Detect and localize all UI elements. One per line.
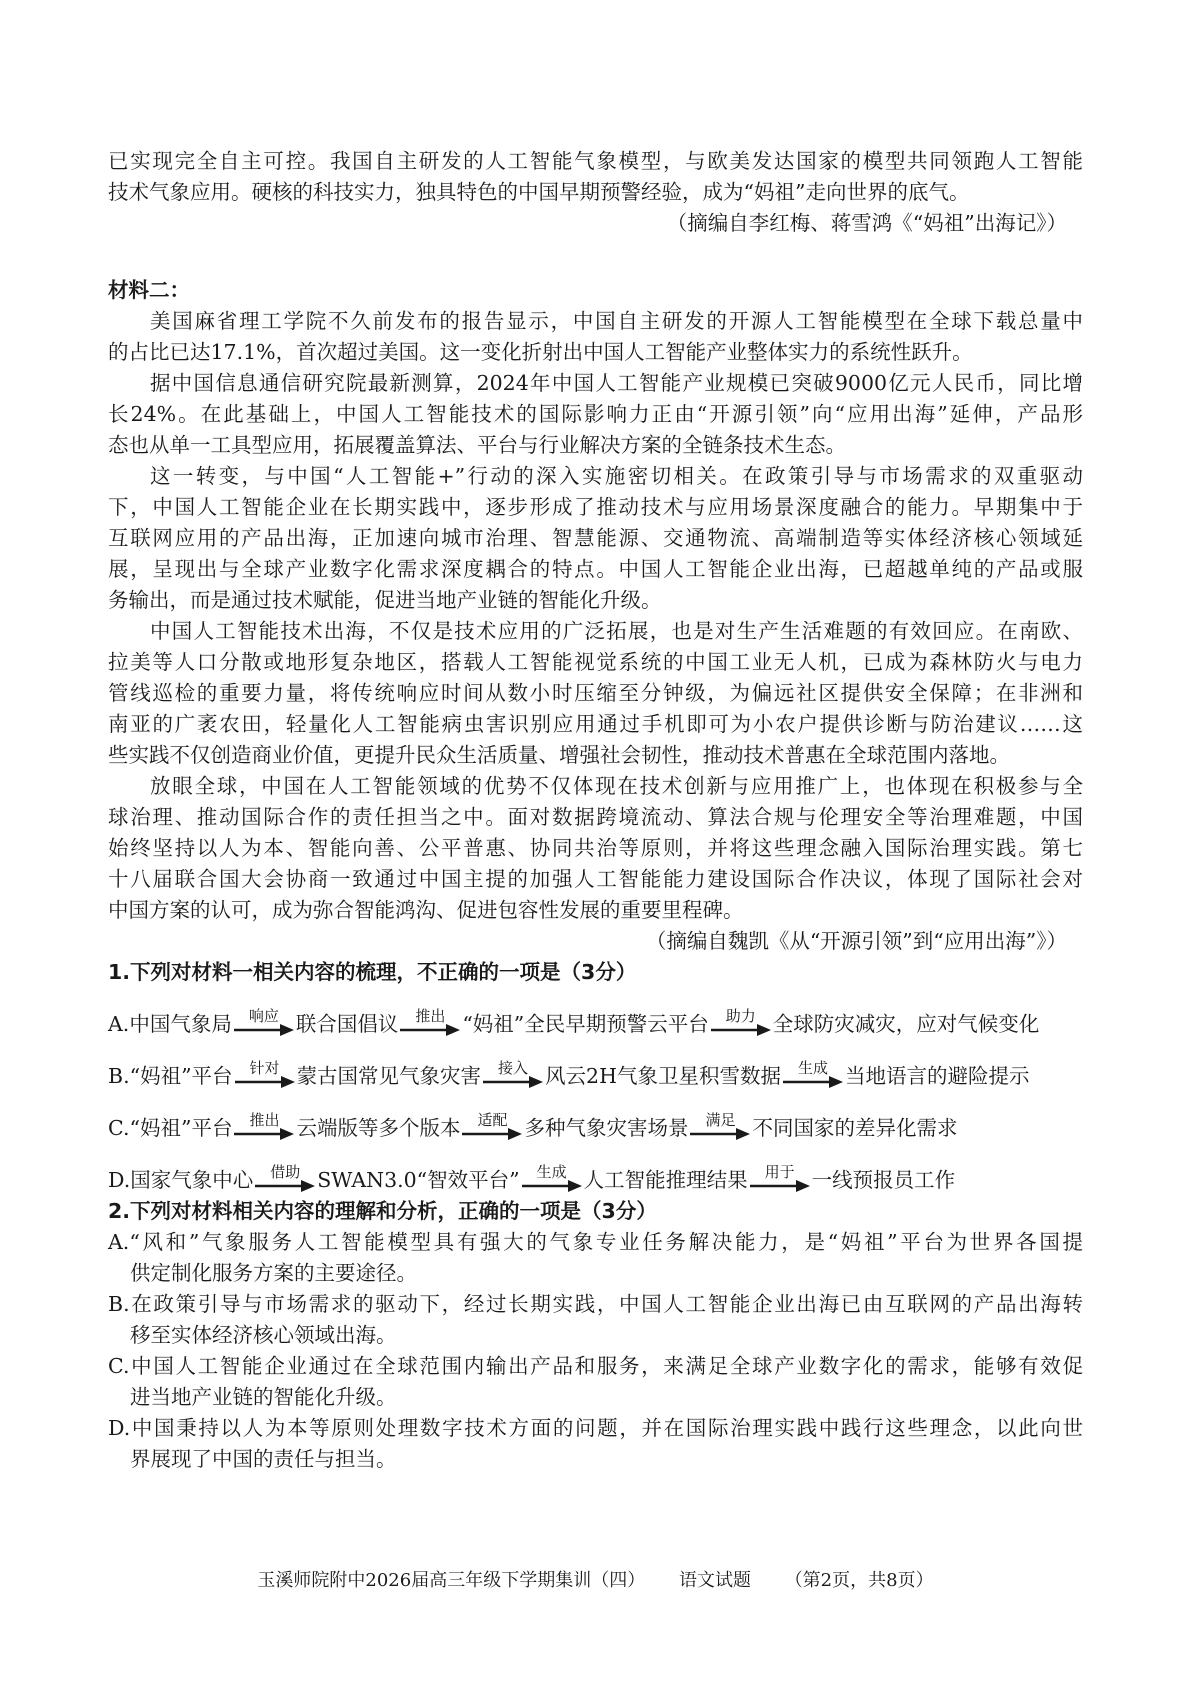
text-line: 管线巡检的重要力量，将传统响应时间从数小时压缩至分钟级，为偏远社区提供安全保障；在非洲和	[108, 681, 1083, 705]
answer-option[interactable]	[108, 1092, 1083, 1144]
arrow-label: 接入	[498, 1059, 529, 1077]
flow-node: 风云2H气象卫星积雪数据	[545, 1064, 781, 1088]
answer-line: 界展现了中国的责任与担当。	[130, 1447, 397, 1471]
flow-node: 云端版等多个版本	[296, 1116, 461, 1140]
arrow-label: 借助	[270, 1163, 301, 1181]
footer-subject: 语文试题	[678, 1570, 751, 1591]
arrow-right-icon	[255, 1180, 315, 1192]
flow-node: 联合国倡议	[295, 1012, 399, 1036]
flow-node: “妈祖”平台	[129, 1116, 233, 1140]
arrow-label: 生成	[536, 1163, 567, 1181]
text-line: 长24%。在此基础上，中国人工智能技术的国际影响力正由“开源引领”向“应用出海”延伸，产品形	[108, 402, 1083, 426]
text-line: 的占比已达17.1%，首次超过美国。这一变化折射出中国人工智能产业整体实力的系统性跃升。	[108, 340, 973, 364]
text-line: 南亚的广袤农田，轻量化人工智能病虫害识别应用通过手机即可为小农户提供诊断与防治建议……这	[108, 712, 1083, 736]
flow-arrow	[400, 1008, 460, 1036]
flow-node: 多种气象灾害场景	[524, 1116, 689, 1140]
flow-arrow	[750, 1164, 810, 1192]
answer-option[interactable]	[108, 1351, 1083, 1413]
flow-arrow	[234, 1112, 294, 1140]
flow-node: “妈祖”平台	[129, 1064, 233, 1088]
flow-node: 一线预报员工作	[811, 1168, 956, 1192]
flow-arrow	[690, 1112, 750, 1140]
text-line: 球治理、推动国际合作的责任担当之中。面对数据跨境流动、算法合规与伦理安全等治理难题，中国	[108, 805, 1083, 829]
flow-node: 人工智能推理结果	[583, 1168, 748, 1192]
material-two	[108, 275, 1083, 957]
answer-line: 进当地产业链的智能化升级。	[130, 1385, 397, 1409]
option-letter: B.	[108, 1064, 130, 1088]
page-footer	[0, 1566, 1191, 1592]
flow-node: 蒙古国常见气象灾害	[296, 1064, 482, 1088]
arrow-label: 生成	[797, 1059, 828, 1077]
footer-page-number: （第2页，共8页）	[784, 1570, 934, 1591]
text-line: 已实现完全自主可控。我国自主研发的人工智能气象模型，与欧美发达国家的模型共同领跑人工智能	[108, 149, 1083, 173]
arrow-right-icon	[400, 1024, 460, 1036]
answer-option[interactable]	[108, 1040, 1083, 1092]
text-line: 展，呈现出与全球产业数字化需求深度耦合的特点。中国人工智能企业出海，已超越单纯的产品或服	[108, 557, 1083, 581]
answer-line: B.在政策引导与市场需求的驱动下，经过长期实践，中国人工智能企业出海已由互联网的产品出海转	[108, 1292, 1083, 1316]
answer-line: A.“风和”气象服务人工智能模型具有强大的气象专业任务解决能力，是“妈祖”平台为世界各国提	[108, 1230, 1083, 1254]
source-citation: （摘编自魏凯《从“开源引领”到“应用出海”》）	[645, 929, 1067, 953]
footer-school: 玉溪师院附中2026届高三年级下学期集训（四）	[257, 1570, 646, 1591]
answer-line: D.中国秉持以人为本等原则处理数字技术方面的问题，并在国际治理实践中践行这些理念，以此向世	[108, 1416, 1083, 1440]
text-line: 中国人工智能技术出海，不仅是技术应用的广泛拓展，也是对生产生活难题的有效回应。在南欧、	[150, 619, 1083, 643]
text-line: 些实践不仅创造商业价值，更提升民众生活质量、增强社会韧性，推动技术普惠在全球范围内落地。	[108, 743, 1010, 767]
arrow-label: 满足	[705, 1111, 736, 1129]
paragraph	[108, 368, 1083, 461]
text-line: 美国麻省理工学院不久前发布的报告显示，中国自主研发的开源人工智能模型在全球下载总量中	[150, 309, 1083, 333]
arrow-label: 响应	[248, 1007, 279, 1025]
question-stem: 1.下列对材料一相关内容的梳理，不正确的一项是（3分）	[108, 960, 637, 984]
question-options	[108, 988, 1083, 1196]
text-line: 态也从单一工具型应用，拓展覆盖算法、平台与行业解决方案的全链条技术生态。	[108, 433, 846, 457]
paragraph	[108, 306, 1083, 368]
arrow-right-icon	[711, 1024, 771, 1036]
text-line: 下，中国人工智能企业在长期实践中，逐步形成了推动技术与应用场景深度融合的能力。早期集中于	[108, 495, 1083, 519]
text-line: 始终坚持以人为本、智能向善、公平普惠、协同共治等原则，并将这些理念融入国际治理实践。第七	[108, 836, 1083, 860]
option-letter: C.	[108, 1116, 130, 1140]
flow-node: 不同国家的差异化需求	[752, 1116, 958, 1140]
arrow-label: 适配	[477, 1111, 508, 1129]
question-2	[108, 1196, 1083, 1475]
arrow-label: 针对	[249, 1059, 280, 1077]
answer-line: C.中国人工智能企业通过在全球范围内输出产品和服务，来满足全球产业数字化的需求，能够有效促	[108, 1354, 1083, 1378]
flow-node: 全球防灾减灾，应对气候变化	[772, 1012, 1040, 1036]
arrow-label: 助力	[725, 1007, 756, 1025]
flow-arrow	[483, 1060, 543, 1088]
text-line: 中国方案的认可，成为弥合智能鸿沟、促进包容性发展的重要里程碑。	[108, 898, 744, 922]
answer-line: 供定制化服务方案的主要途径。	[130, 1261, 417, 1285]
arrow-right-icon	[234, 1128, 294, 1140]
flow-arrow	[235, 1060, 295, 1088]
text-line: 技术气象应用。硬核的科技实力，独具特色的中国早期预警经验，成为“妈祖”走向世界的底气。	[108, 180, 970, 204]
answer-line: 移至实体经济核心领域出海。	[130, 1323, 397, 1347]
answer-option[interactable]	[108, 988, 1083, 1040]
paragraph	[108, 771, 1083, 926]
arrow-right-icon	[690, 1128, 750, 1140]
flow-node: 中国气象局	[129, 1012, 232, 1036]
text-line: 拉美等人口分散或地形复杂地区，搭载人工智能视觉系统的中国工业无人机，已成为森林防火与电力	[108, 650, 1083, 674]
flow-node: “妈祖”全民早期预警云平台	[462, 1012, 709, 1036]
source-citation: （摘编自李红梅、蒋雪鸿《“妈祖”出海记》）	[666, 211, 1067, 235]
arrow-right-icon	[483, 1076, 543, 1088]
option-letter: D.	[108, 1168, 131, 1192]
arrow-right-icon	[783, 1076, 843, 1088]
material-one-tail	[108, 146, 1083, 239]
paragraph	[108, 616, 1083, 771]
question-1	[108, 957, 1083, 1196]
flow-node: 国家气象中心	[130, 1168, 254, 1192]
text-line: 放眼全球，中国在人工智能领域的优势不仅体现在技术创新与应用推广上，也体现在积极参与全	[150, 774, 1083, 798]
answer-option[interactable]	[108, 1227, 1083, 1289]
flow-node: 当地语言的避险提示	[844, 1064, 1030, 1088]
arrow-right-icon	[462, 1128, 522, 1140]
arrow-label: 推出	[249, 1111, 280, 1129]
flow-arrow	[255, 1164, 315, 1192]
arrow-label: 推出	[415, 1007, 446, 1025]
text-line: 务输出，而是通过技术赋能，促进当地产业链的智能化升级。	[108, 588, 662, 612]
option-letter: A.	[108, 1012, 130, 1036]
paragraph	[108, 461, 1083, 616]
section-heading: 材料二：	[108, 278, 190, 302]
text-line: 这一转变，与中国“人工智能+”行动的深入实施密切相关。在政策引导与市场需求的双重驱动	[150, 464, 1083, 488]
question-stem: 2.下列对材料相关内容的理解和分析，正确的一项是（3分）	[108, 1199, 657, 1223]
flow-arrow	[522, 1164, 582, 1192]
arrow-right-icon	[522, 1180, 582, 1192]
exam-page	[108, 146, 1083, 1475]
text-line: 互联网应用的产品出海，正加速向城市治理、智慧能源、交通物流、高端制造等实体经济核心领域延	[108, 526, 1083, 550]
arrow-right-icon	[750, 1180, 810, 1192]
answer-option[interactable]	[108, 1289, 1083, 1351]
arrow-right-icon	[235, 1076, 295, 1088]
flow-node: SWAN3.0“智效平台”	[317, 1168, 520, 1192]
text-line: 据中国信息通信研究院最新测算，2024年中国人工智能产业规模已突破9000亿元人民币，同比增	[150, 371, 1083, 395]
flow-arrow	[711, 1008, 771, 1036]
flow-arrow	[783, 1060, 843, 1088]
arrow-label: 用于	[764, 1163, 795, 1181]
flow-arrow	[234, 1008, 294, 1036]
answer-option[interactable]	[108, 1413, 1083, 1475]
flow-arrow	[462, 1112, 522, 1140]
text-line: 十八届联合国大会协商一致通过中国主提的加强人工智能能力建设国际合作决议，体现了国际社会对	[108, 867, 1083, 891]
arrow-right-icon	[234, 1024, 294, 1036]
answer-option[interactable]	[108, 1144, 1083, 1196]
